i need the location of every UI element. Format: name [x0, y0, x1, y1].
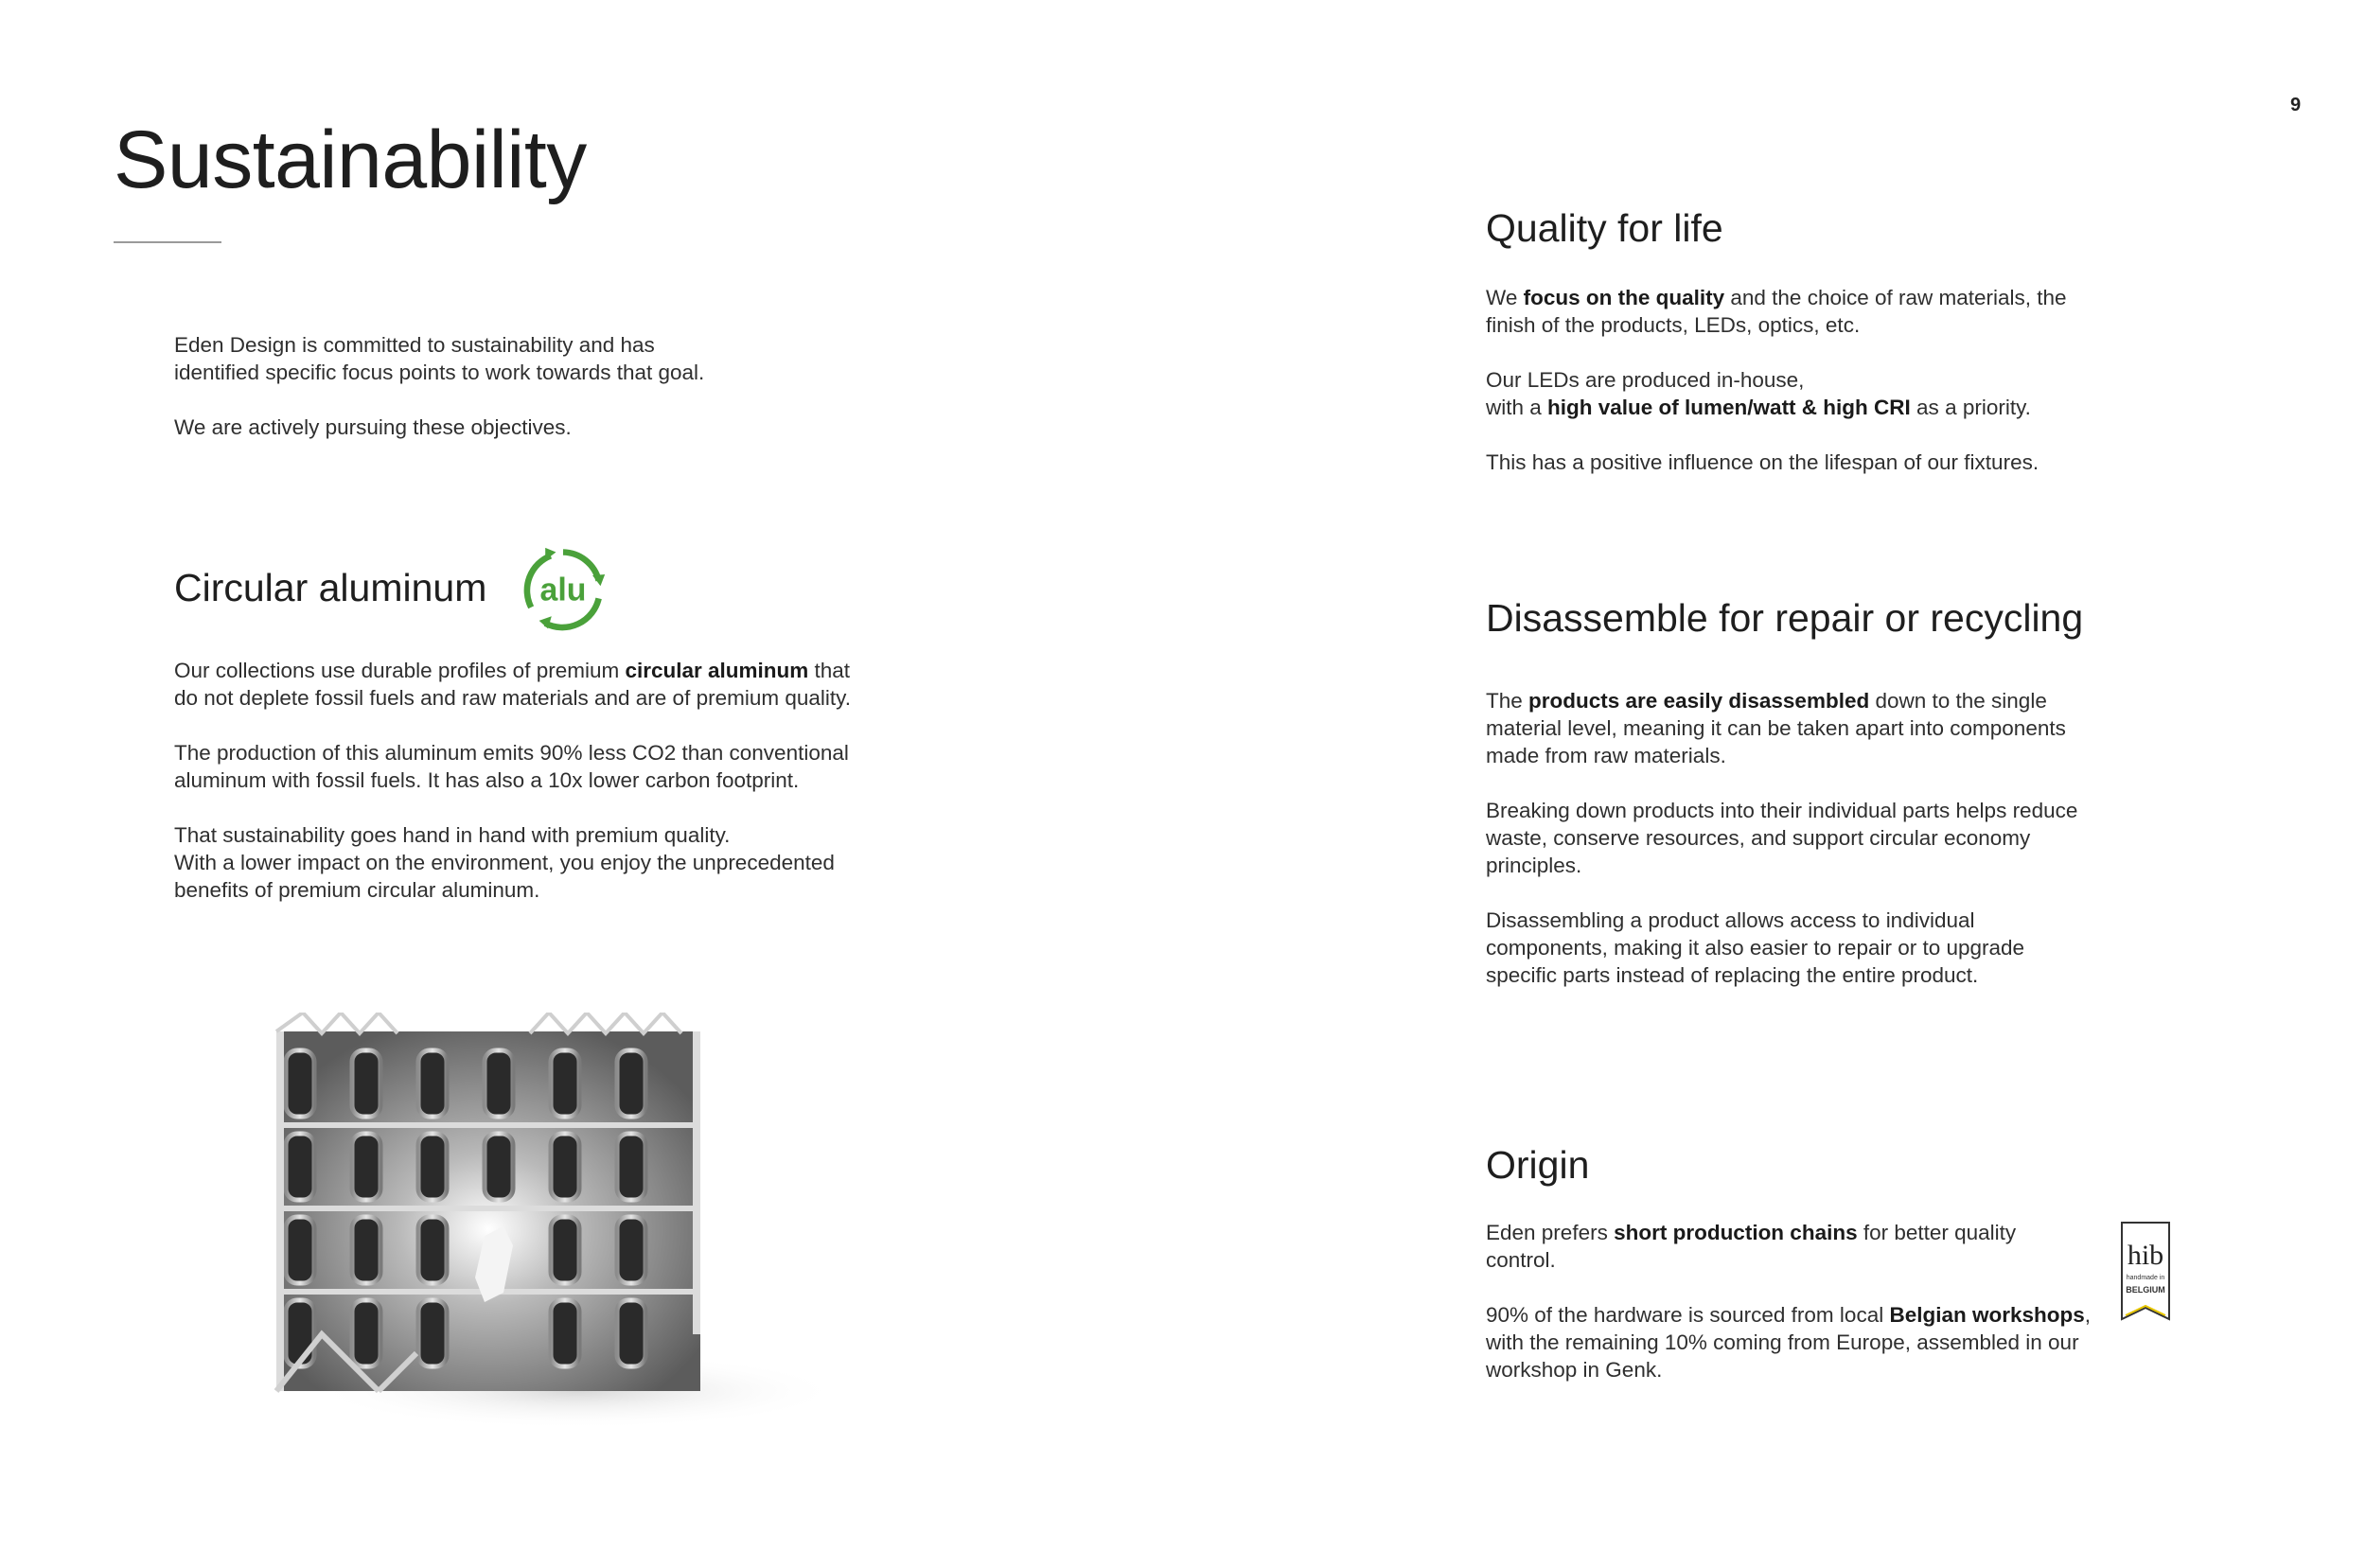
circular-paragraph-1: [174, 657, 874, 712]
quality-heading: Quality for life: [1486, 206, 1723, 250]
intro-paragraph-2: We are actively pursuing these objectives.: [174, 415, 572, 439]
disassemble-heading: Disassemble for repair or recycling: [1486, 596, 2084, 640]
disassemble-section: [1486, 687, 2101, 989]
circular-paragraph-3-line-2: With a lower impact on the environment, you enjoy the unprecedented benefits of premium circular aluminum.: [174, 851, 835, 902]
quality-paragraph-2-line-2: [1486, 396, 2031, 419]
title-divider: [114, 241, 221, 243]
badge-handmade-text: handmade in: [2126, 1275, 2165, 1281]
text-run: as a priority.: [1910, 396, 2031, 419]
text-run: and the choice of raw materials, the finish of the products, LEDs, optics, etc.: [1486, 286, 2067, 337]
emphasized-text: high value of lumen/watt & high CRI: [1547, 396, 1911, 419]
page-number: 9: [2290, 95, 2302, 115]
badge-hib-text: hib: [2127, 1240, 2164, 1271]
origin-paragraph-1: [1486, 1219, 2092, 1274]
quality-paragraph-3: This has a positive influence on the lifespan of our fixtures.: [1486, 450, 2039, 474]
intro-section: [174, 331, 874, 441]
page-title: Sustainability: [114, 115, 587, 205]
origin-paragraph-2: [1486, 1301, 2092, 1383]
emphasized-text: products are easily disassembled: [1528, 689, 1870, 713]
aluminum-extrusion-image: [265, 1013, 833, 1429]
origin-heading: Origin: [1486, 1143, 1590, 1187]
text-run: with a: [1486, 396, 1548, 419]
disassemble-paragraph-1: [1486, 687, 2101, 769]
text-run: Our collections use durable profiles of premium: [174, 659, 626, 682]
text-run: , with the remaining 10% coming from Europe, assembled in our workshop in Genk.: [1486, 1303, 2092, 1382]
emphasized-text: Belgian workshops: [1889, 1303, 2085, 1327]
circular-aluminum-section: [174, 657, 874, 904]
text-run: down to the single material level, meaning it can be taken apart into components made from raw materials.: [1486, 689, 2066, 767]
emphasized-text: short production chains: [1614, 1221, 1858, 1244]
text-run: Eden prefers: [1486, 1221, 1615, 1244]
quality-paragraph-2-line-1: Our LEDs are produced in-house,: [1486, 368, 1805, 392]
emphasized-text: circular aluminum: [625, 659, 809, 682]
emphasized-text: focus on the quality: [1523, 286, 1725, 309]
intro-paragraph: Eden Design is committed to sustainability and has identified specific focus points to work towards that goal.: [174, 333, 705, 384]
quality-section: [1486, 284, 2073, 476]
origin-section: [1486, 1219, 2092, 1383]
alu-logo-text: alu: [539, 572, 587, 608]
quality-paragraph-1: [1486, 284, 2073, 339]
badge-belgium-text: BELGIUM: [2126, 1285, 2165, 1295]
text-run: for better quality control.: [1486, 1221, 2017, 1272]
circular-aluminum-heading: Circular aluminum: [174, 566, 487, 609]
text-run: 90% of the hardware is sourced from local: [1486, 1303, 1890, 1327]
circular-paragraph-2: The production of this aluminum emits 90% less CO2 than conventional aluminum with fossil fuels. It has also a 10x lower carbon footprint.: [174, 741, 849, 792]
circular-paragraph-3-line-1: That sustainability goes hand in hand with premium quality.: [174, 823, 731, 847]
alu-recycle-icon: [519, 545, 608, 634]
text-run: that do not deplete fossil fuels and raw materials and are of premium quality.: [174, 659, 851, 710]
disassemble-paragraph-3: Disassembling a product allows access to individual components, making it also easier to repair or to upgrade specific parts instead of replacing the entire product.: [1486, 908, 2025, 987]
text-run: The: [1486, 689, 1529, 713]
quality-paragraph-2: [1486, 366, 2073, 421]
circular-paragraph-3: [174, 821, 874, 904]
text-run: We: [1486, 286, 1524, 309]
handmade-in-belgium-badge: [2120, 1221, 2171, 1327]
disassemble-paragraph-2: Breaking down products into their individual parts helps reduce waste, conserve resources, and support circular economy principles.: [1486, 799, 2078, 877]
